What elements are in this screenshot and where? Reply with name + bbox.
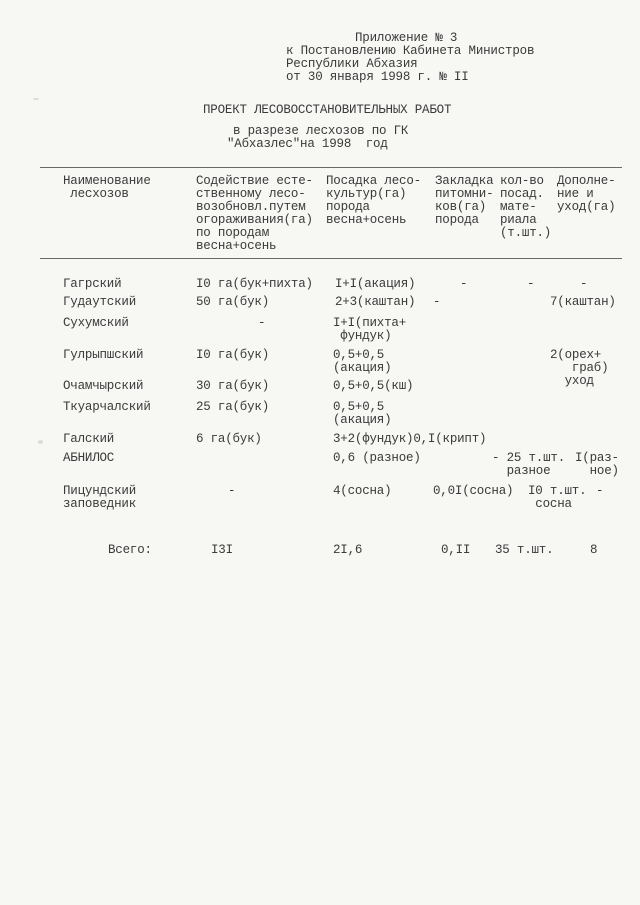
column-header-c5: риала [500, 213, 537, 227]
column-header-c6: ние и [557, 187, 594, 201]
column-header-c3: порода [326, 200, 370, 214]
scan-mark [38, 440, 43, 444]
row-cell-c3: фундук) [333, 329, 392, 343]
column-header-c4: питомни- [435, 187, 494, 201]
column-header-c2: огораживания(га) [196, 213, 313, 227]
document-subtitle-2: "Абхазлес"на 1998 год [227, 137, 388, 151]
appendix-line-2: к Постановлению Кабинета Министров [286, 44, 535, 58]
row-cell-c6: I(раз- [575, 451, 619, 465]
row-cell-c6: уход [550, 374, 594, 388]
column-header-c2: Содействие есте- [196, 174, 313, 188]
row-cell-c6: - [596, 484, 604, 498]
scan-mark [33, 98, 39, 100]
total-c4: 0,II [441, 543, 471, 557]
row-cell-c6: 7(каштан) [550, 295, 616, 309]
row-cell-c2: I0 га(бук) [196, 348, 270, 362]
appendix-line-3: Республики Абхазия [286, 57, 418, 71]
column-header-c2: ственному лесо- [196, 187, 306, 201]
column-header-c4: ков(га) [435, 200, 487, 214]
appendix-line-1: Приложение № 3 [355, 31, 458, 45]
row-cell-c5: сосна [528, 497, 572, 511]
row-cell-c5: I0 т.шт. [528, 484, 587, 498]
row-cell-c2: - [258, 316, 266, 330]
row-cell-c2: 6 га(бук) [196, 432, 262, 446]
row-cell-c5: разное [492, 464, 551, 478]
column-header-c6: уход(га) [557, 200, 616, 214]
row-cell-c3: I+I(пихта+ [333, 316, 407, 330]
row-name: Гагрский [63, 277, 122, 291]
row-cell-c2: 25 га(бук) [196, 400, 270, 414]
row-cell-c3: 0,5+0,5(кш) [333, 379, 414, 393]
row-name: АБНИЛОС [63, 451, 115, 465]
column-header-c4: Закладка [435, 174, 494, 188]
table-top-rule [40, 167, 622, 168]
total-c6: 8 [590, 543, 598, 557]
total-c2: I3I [211, 543, 233, 557]
row-cell-c5: - 25 т.шт. [492, 451, 566, 465]
row-name: Сухумский [63, 316, 129, 330]
row-cell-c6: граб) [550, 361, 609, 375]
row-cell-c3: 4(сосна) [333, 484, 392, 498]
row-cell-c3: (акация) [333, 413, 392, 427]
row-name: Очамчырский [63, 379, 144, 393]
column-header-c5: посад. [500, 187, 544, 201]
column-header-c4: порода [435, 213, 479, 227]
row-cell-c5: - [527, 277, 535, 291]
column-header-c5: (т.шт.) [500, 226, 552, 240]
document-subtitle-1: в разрезе лесхозов по ГК [233, 124, 409, 138]
row-cell-c2: 50 га(бук) [196, 295, 270, 309]
row-cell-c3: 0,6 (разное) [333, 451, 421, 465]
column-header-c1: Наименование [63, 174, 151, 188]
row-name: Гудаутский [63, 295, 137, 309]
column-header-c3: культур(га) [326, 187, 407, 201]
column-header-c2: весна+осень [196, 239, 277, 253]
column-header-c3: Посадка лесо- [326, 174, 421, 188]
row-name: Пицундский [63, 484, 137, 498]
row-cell-c4: - [460, 277, 468, 291]
appendix-line-4: от 30 января 1998 г. № II [286, 70, 469, 84]
row-cell-c3: 3+2(фундук)0,I(крипт) [333, 432, 487, 446]
row-cell-c2: 30 га(бук) [196, 379, 270, 393]
row-name: заповедник [63, 497, 137, 511]
total-c5: 35 т.шт. [495, 543, 554, 557]
column-header-c6: Дополне- [557, 174, 616, 188]
row-cell-c3: (акация) [333, 361, 392, 375]
row-cell-c3: 2+3(каштан) [335, 295, 416, 309]
column-header-c1: лесхозов [63, 187, 129, 201]
row-name: Гулрыпшский [63, 348, 144, 362]
row-cell-c3: I+I(акация) [335, 277, 416, 291]
row-cell-c6: 2(орех+ [550, 348, 602, 362]
column-header-c2: по породам [196, 226, 270, 240]
row-cell-c3: 0,5+0,5 [333, 400, 385, 414]
row-cell-c2: I0 га(бук+пихта) [196, 277, 313, 291]
column-header-c5: кол-во [500, 174, 544, 188]
row-cell-c6: - [580, 277, 588, 291]
total-c3: 2I,6 [333, 543, 363, 557]
row-cell-c3: 0,5+0,5 [333, 348, 385, 362]
row-name: Ткуарчалский [63, 400, 151, 414]
row-cell-c4: - [433, 295, 441, 309]
row-cell-c4: 0,0I(сосна) [433, 484, 514, 498]
row-name: Галский [63, 432, 115, 446]
row-cell-c6: ное) [575, 464, 619, 478]
table-header-rule [40, 258, 622, 259]
column-header-c5: мате- [500, 200, 537, 214]
row-cell-c2: - [228, 484, 236, 498]
document-title: ПРОЕКТ ЛЕСОВОССТАНОВИТЕЛЬНЫХ РАБОТ [203, 103, 452, 117]
column-header-c3: весна+осень [326, 213, 407, 227]
total-label: Всего: [108, 543, 152, 557]
column-header-c2: возобновл.путем [196, 200, 306, 214]
